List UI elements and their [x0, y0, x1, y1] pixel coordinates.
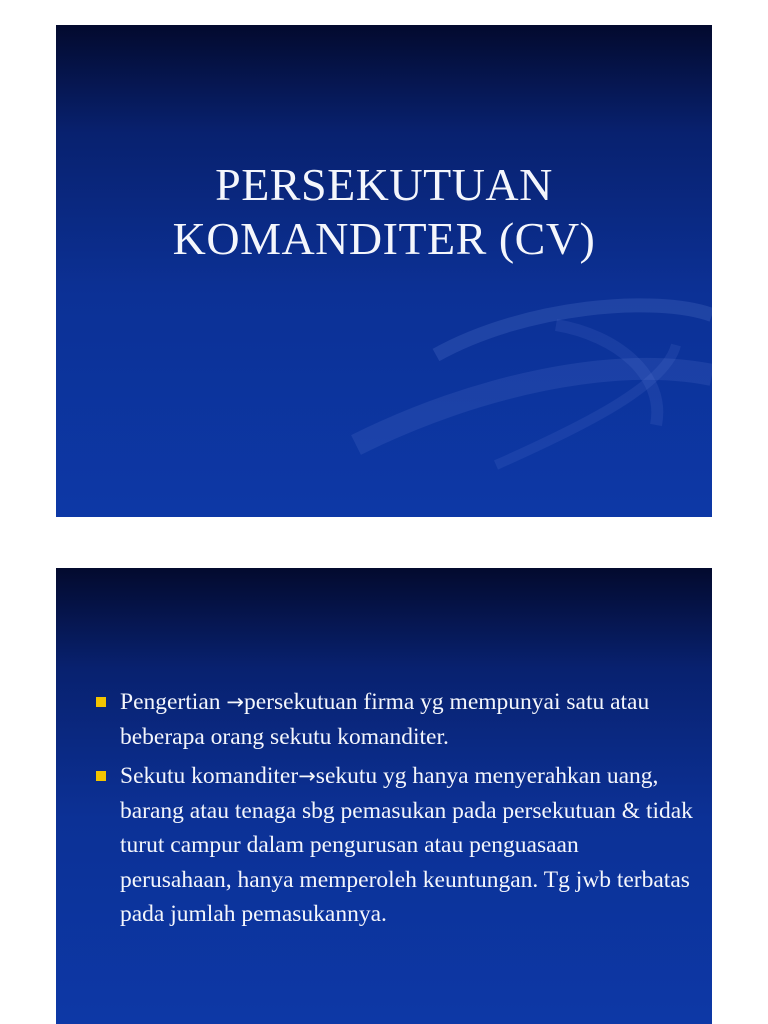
arrow-right-icon: → — [226, 690, 244, 714]
title-line-2: KOMANDITER (CV) — [172, 213, 596, 264]
decorative-swoosh — [56, 25, 712, 517]
slide-title — [56, 25, 712, 517]
slide-title-text — [56, 158, 712, 266]
bullet-definition: persekutuan firma yg mempunyai satu atau beberapa orang sekutu komanditer. — [120, 689, 650, 750]
slide-definitions — [56, 568, 712, 1024]
square-bullet-icon — [96, 697, 106, 707]
bullet-term: Pengertian — [120, 689, 227, 715]
bullet-definition: sekutu yg hanya menyerahkan uang, barang atau tenaga sbg pemasukan pada persekutuan & tidak turut campur dalam pengurusan atau penguasaan perusahaan, hanya memperoleh keuntungan. Tg jwb terbatas pada jumlah pemasukannya. — [120, 763, 693, 927]
bullet-list — [94, 685, 694, 937]
title-line-1: PERSEKUTUAN — [215, 159, 553, 210]
bullet-item-pengertian — [94, 685, 694, 754]
bullet-item-sekutu-komanditer — [94, 759, 694, 932]
bullet-term: Sekutu komanditer — [120, 763, 299, 789]
square-bullet-icon — [96, 771, 106, 781]
arrow-right-icon: → — [298, 764, 316, 788]
